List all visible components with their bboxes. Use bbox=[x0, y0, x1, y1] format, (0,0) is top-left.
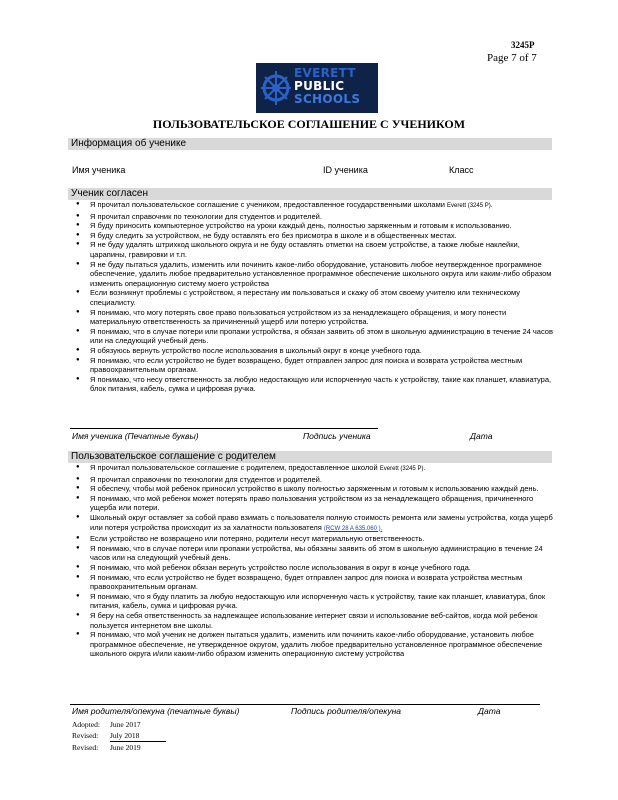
revision-row: Revised: July 2018 bbox=[72, 730, 166, 742]
list-item: ● Я беру на себя ответственность за надлежащее использование интернет связи и использование веб-сайтов, когда мой ребенок пользуется интернетом вне школы. bbox=[76, 611, 554, 630]
parent-date-label: Дата bbox=[478, 706, 501, 716]
list-item: ● Я прочитал пользовательское соглашение с родителем, предоставленное школой Everett (3245 P). bbox=[76, 463, 554, 475]
document-title: ПОЛЬЗОВАТЕЛЬСКОЕ СОГЛАШЕНИЕ С УЧЕНИКОМ bbox=[152, 117, 466, 131]
school-logo bbox=[256, 63, 378, 113]
revision-row: Revised: June 2019 bbox=[72, 743, 141, 752]
logo-wordmark: EVERETT PUBLIC SCHOOLS bbox=[294, 66, 361, 106]
list-item: ● Я понимаю, что я буду платить за любую недостающую или испорченную часть к устройству, такие как планшет, клавиатура, блок питания, кабель, сумка и цифровая ручка. bbox=[76, 592, 554, 611]
parent-signature-label: Подпись родителя/опекуна bbox=[291, 706, 401, 716]
revision-row: Adopted: June 2017 bbox=[72, 720, 141, 729]
list-item: ● Я обеспечу, чтобы мой ребенок приносил устройство в школу полностью заряженным и готовым к использованию каждый день. bbox=[76, 484, 554, 494]
ship-wheel-icon bbox=[258, 63, 298, 113]
student-info-heading: Информация об ученике bbox=[68, 138, 552, 150]
parent-name-print-label: Имя родителя/опекуна (печатные буквы) bbox=[72, 706, 240, 716]
list-item: ● Я понимаю, что в случае потери или пропажи устройства, мы обязаны заявить об этом в школьную администрацию в течение 24 часов или на следующий учебный день. bbox=[76, 544, 554, 563]
student-date-label: Дата bbox=[470, 431, 493, 441]
list-item: ● Школьный округ оставляет за собой право взимать с пользователя полную стоимость ремонта или замены устройства, когда ущерб или потеря устройства происходит из за халатности пользователя (RCW 28 A 635.060 ). bbox=[76, 513, 554, 534]
list-item: ● Я обязуюсь вернуть устройство после использования в школьный округ в конце учебного года. bbox=[76, 346, 554, 356]
list-item: ● Я буду следить за устройством, не буду оставлять его без присмотра в школе и в общественных местах. bbox=[76, 231, 554, 241]
list-item: ● Если устройство не возвращено или потеряно, родители несут материальную ответственность. bbox=[76, 534, 554, 544]
parent-signature-line[interactable] bbox=[70, 704, 540, 705]
student-name-print-label: Имя ученика (Печатные буквы) bbox=[72, 431, 199, 441]
list-item: ● Я понимаю, что несу ответственность за любую недостающую или испорченную часть к устройству, такие как планшет, клавиатура, блок питания, кабель, сумка и цифровая ручка. bbox=[76, 375, 554, 394]
student-name-label: Имя ученика bbox=[72, 165, 126, 175]
page-number: Page 7 of 7 bbox=[487, 52, 537, 64]
parent-agreement-heading: Пользовательское соглашение с родителем bbox=[68, 451, 552, 463]
student-agreement-list bbox=[76, 200, 554, 394]
student-signature-label: Подпись ученика bbox=[303, 431, 371, 441]
list-item: ● Я понимаю, что если устройство не будет возвращено, будет отправлен запрос для поиска и возврата устройства местным правоохранительным органам. bbox=[76, 356, 554, 375]
list-item: ● Я прочитал справочник по технологии для студентов и родителей. bbox=[76, 212, 554, 222]
list-item: ● Я прочитал справочник по технологии для студентов и родителей. bbox=[76, 475, 554, 485]
list-item: ● Я буду приносить компьютерное устройство на уроки каждый день, полностью заряженным и готовым к использованию. bbox=[76, 221, 554, 231]
list-item: ● Я понимаю, что в случае потери или пропажи устройства, я обязан заявить об этом в школьную администрацию в течение 24 часов или на следующий учебный день. bbox=[76, 327, 554, 346]
class-label: Класс bbox=[449, 165, 474, 175]
student-signature-line[interactable] bbox=[70, 428, 378, 429]
list-item: ● Я понимаю, что мой ребенок может потерять право пользования устройством из за ненадлежащего обращения, причиненного ущерба или потери. bbox=[76, 494, 554, 513]
policy-number: 3245P bbox=[511, 40, 535, 50]
list-item: ● Я понимаю, что мой ребенок обязан вернуть устройство после использования в округ в конце учебного года. bbox=[76, 563, 554, 573]
list-item: ● Я не буду пытаться удалить, изменить или починить какое-либо оборудование, установить любое неутвержденное программное обеспечение, удалить любое предварительно установленное программное обеспечение школьного округа или каким-либо образом изменить операционную систему моего устройства bbox=[76, 260, 554, 289]
student-id-label: ID ученика bbox=[323, 165, 368, 175]
student-agrees-heading: Ученик согласен bbox=[68, 188, 552, 200]
parent-agreement-list bbox=[76, 463, 554, 659]
list-item: ● Я понимаю, что могу потерять свое право пользоваться устройством из за ненадлежащего обращения, и могу понести материальную ответственность за причиненный ущерб или потерю устройства. bbox=[76, 308, 554, 327]
list-item: ● Я понимаю, что мой ученик не должен пытаться удалить, изменить или починить какое-либо оборудование, установить любое программное обеспечение, не утвержденное округом, удалить любое предварительно установленное программное обеспечение школьного округа и/или каким-либо образом изменить операционную систему устройства bbox=[76, 630, 554, 659]
list-item: ● Я не буду удалять штрихкод школьного округа и не буду оставлять отметки на своем устройстве, а также любые наклейки, царапины, гравировки и т.п. bbox=[76, 240, 554, 259]
rcw-link[interactable]: (RCW 28 A 635.060 ). bbox=[323, 525, 383, 532]
list-item: ● Если возникнут проблемы с устройством, я перестану им пользоваться и скажу об этом своему учителю или техническому специалисту. bbox=[76, 288, 554, 307]
list-item: ● Я понимаю, что если устройство не будет возвращено, будет отправлен запрос для поиска и возврата устройства местным правоохранительным органам. bbox=[76, 573, 554, 592]
revision-history bbox=[72, 719, 166, 753]
list-item: ● Я прочитал пользовательское соглашение с учеником, предоставленное государственными школами Everett (3245 P). bbox=[76, 200, 554, 212]
